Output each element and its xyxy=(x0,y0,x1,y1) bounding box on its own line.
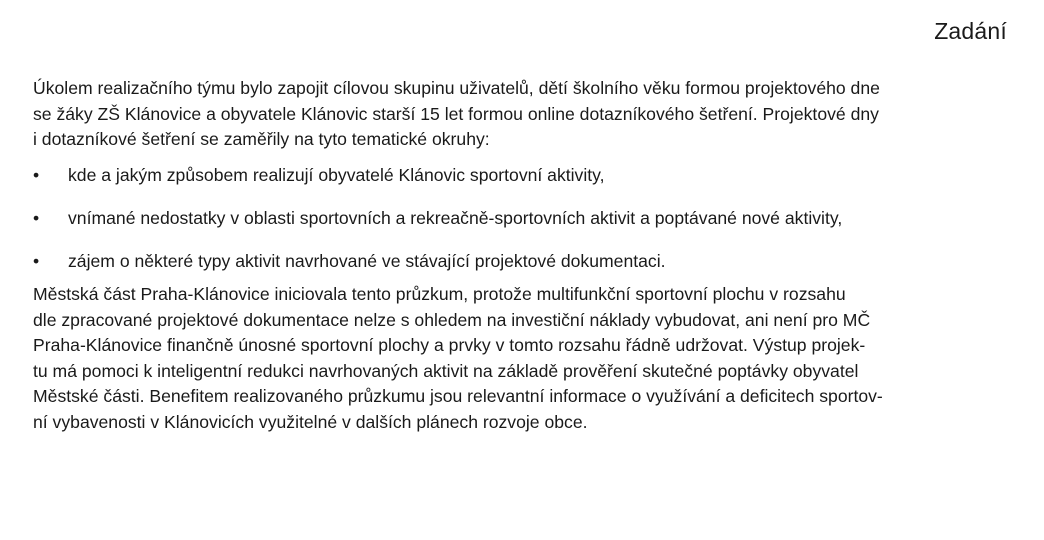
topic-text: kde a jakým způsobem realizují obyvatelé Klánovic sportovní aktivity, xyxy=(68,164,605,185)
topic-text: vnímané nedostatky v oblasti sportovních a rekreačně-sportovních aktivit a poptávané nové aktivity, xyxy=(68,207,843,228)
intro-line: i dotazníkové šetření se zaměřily na tyto tematické okruhy: xyxy=(33,129,490,149)
intro-line: Úkolem realizačního týmu bylo zapojit cílovou skupinu uživatelů, dětí školního věku formou projektového dne xyxy=(33,78,880,98)
topic-list-item xyxy=(33,163,1013,189)
topic-list xyxy=(33,163,1013,275)
closing-line: Městská část Praha-Klánovice iniciovala tento průzkum, protože multifunkční sportovní plochu v rozsahu xyxy=(33,284,846,304)
bullet-icon: • xyxy=(33,207,40,228)
topic-text: zájem o některé typy aktivit navrhované ve stávající projektové dokumentaci. xyxy=(68,250,666,271)
closing-line: Městské části. Benefitem realizovaného průzkumu jsou relevantní informace o využívání a deficitech sportov- xyxy=(33,386,883,406)
closing-line: ní vybavenosti v Klánovicích využitelné v dalších plánech rozvoje obce. xyxy=(33,411,588,432)
closing-paragraph xyxy=(33,282,1013,435)
topic-list-item xyxy=(33,249,1013,275)
bullet-icon: • xyxy=(33,164,40,185)
document-body xyxy=(33,76,1013,435)
closing-line: dle zpracované projektové dokumentace nelze s ohledem na investiční náklady vybudovat, ani není pro MČ xyxy=(33,309,871,330)
topic-list-item xyxy=(33,206,1013,232)
bullet-icon: • xyxy=(33,250,40,271)
page-title: Zadání xyxy=(934,18,1007,44)
intro-paragraph xyxy=(33,76,1013,153)
closing-line: tu má pomoci k inteligentní redukci navrhovaných aktivit na základě prověření skutečné poptávky obyvatel xyxy=(33,360,859,381)
closing-line: Praha-Klánovice finančně únosné sportovní plochy a prvky v tomto rozsahu řádně udržovat. Výstup projek- xyxy=(33,335,866,355)
intro-line: se žáky ZŠ Klánovice a obyvatele Klánovic starší 15 let formou online dotazníkového šetření. Projektové dny xyxy=(33,103,879,124)
